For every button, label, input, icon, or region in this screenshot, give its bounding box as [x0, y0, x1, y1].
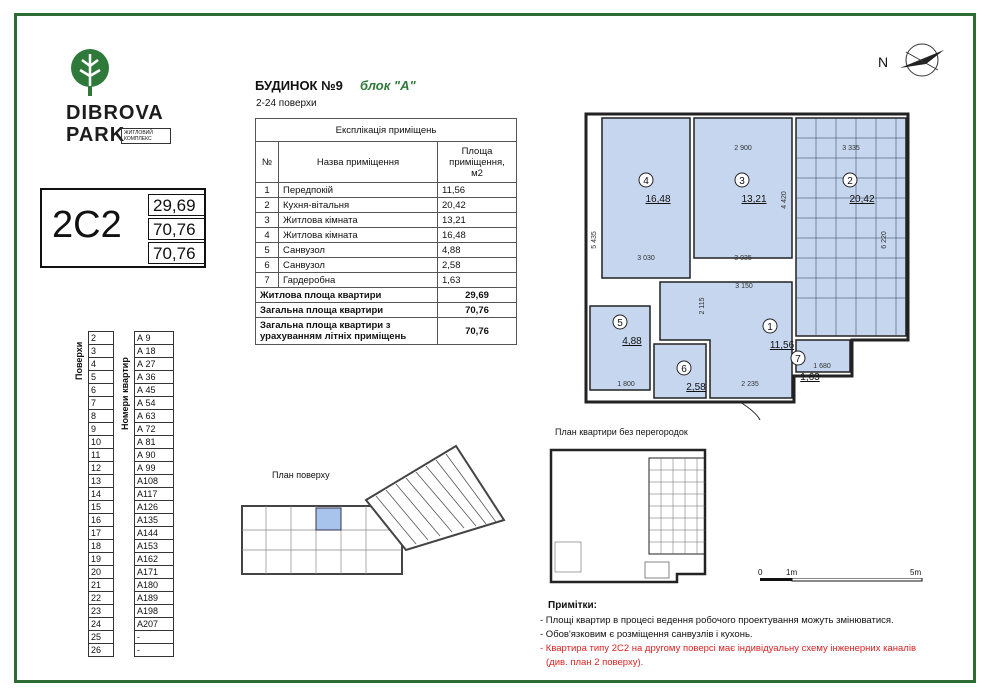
explication-cell-no: 3	[256, 213, 279, 228]
floor-number: 19	[89, 553, 114, 566]
explication-row	[256, 228, 517, 243]
open-plan-label: План квартири без перегородок	[555, 427, 688, 437]
floor-number: 18	[89, 540, 114, 553]
apartment-plan	[580, 110, 910, 420]
floor-number: 13	[89, 475, 114, 488]
explication-row	[256, 183, 517, 198]
total-label: Загальна площа квартири	[256, 303, 438, 318]
brand-name-line1: DIBROVA	[66, 102, 164, 124]
apartment-number: А171	[135, 566, 174, 579]
apartment-number: А162	[135, 553, 174, 566]
apartment-number: А 27	[135, 358, 174, 371]
note-red-line2: (див. план 2 поверху).	[546, 657, 644, 668]
col-no-header: №	[256, 142, 279, 183]
dimension-label: 3 035	[734, 255, 752, 262]
explication-row	[256, 273, 517, 288]
floor-number: 25	[89, 631, 114, 644]
room-area: 4,88	[622, 336, 642, 347]
room-area: 13,21	[741, 194, 767, 205]
total-label: Загальна площа квартири з урахуванням літніх приміщень	[256, 318, 438, 345]
floor-number: 24	[89, 618, 114, 631]
explication-row	[256, 258, 517, 273]
apartment-number: А117	[135, 488, 174, 501]
explication-cell-area: 1,63	[438, 273, 517, 288]
apartment-number: А207	[135, 618, 174, 631]
area-living: 29,69	[148, 194, 206, 216]
notes-title: Примітки:	[548, 600, 597, 611]
room-number: 3	[739, 176, 745, 187]
floor-number: 6	[89, 384, 114, 397]
dimension-label: 3 030	[637, 255, 655, 262]
floor-number: 23	[89, 605, 114, 618]
apartment-number: А 45	[135, 384, 174, 397]
floor-number: 9	[89, 423, 114, 436]
explication-cell-name: Житлова кімната	[279, 228, 438, 243]
floor-number: 20	[89, 566, 114, 579]
apartment-number: А 99	[135, 462, 174, 475]
apartment-number: А189	[135, 592, 174, 605]
explication-cell-name: Кухня-вітальня	[279, 198, 438, 213]
dimension-label: 1 680	[813, 363, 831, 370]
floors-range: 2-24 поверхи	[256, 98, 317, 109]
col-area-header: Площа приміщення, м2	[438, 142, 517, 183]
floor-number: 21	[89, 579, 114, 592]
explication-cell-name: Санвузол	[279, 243, 438, 258]
apartment-number: А 63	[135, 410, 174, 423]
floor-number: 2	[89, 332, 114, 345]
room-number: 6	[681, 364, 687, 375]
scale-zero: 0	[758, 568, 763, 577]
apartment-number: А126	[135, 501, 174, 514]
block-label: блок "А"	[360, 78, 416, 93]
floor-number: 16	[89, 514, 114, 527]
note-item: - Обов'язковим є розміщення санвузлів і кухонь.	[540, 629, 753, 640]
explication-cell-name: Санвузол	[279, 258, 438, 273]
floor-number-table	[88, 331, 114, 657]
floor-plan-thumbnail	[236, 440, 506, 580]
dimension-label: 5 435	[591, 231, 598, 249]
apartment-number: А 9	[135, 332, 174, 345]
total-value: 70,76	[438, 318, 517, 345]
explication-cell-area: 11,56	[438, 183, 517, 198]
explication-cell-name: Передпокій	[279, 183, 438, 198]
explication-row	[256, 198, 517, 213]
explication-title: Експлікація приміщень	[256, 119, 517, 142]
apartment-number: -	[135, 644, 174, 657]
floor-number: 11	[89, 449, 114, 462]
apartment-code-box	[40, 188, 206, 268]
dimension-label: 6 220	[881, 231, 888, 249]
apartment-number: А153	[135, 540, 174, 553]
room-area: 20,42	[849, 194, 875, 205]
room-area: 1,63	[800, 372, 820, 383]
floor-number: 15	[89, 501, 114, 514]
apartment-number: А108	[135, 475, 174, 488]
total-value: 29,69	[438, 288, 517, 303]
explication-cell-no: 4	[256, 228, 279, 243]
apartment-number: А180	[135, 579, 174, 592]
apartment-number: А144	[135, 527, 174, 540]
floor-number: 3	[89, 345, 114, 358]
floor-number: 5	[89, 371, 114, 384]
floor-number: 12	[89, 462, 114, 475]
apartment-number: А 54	[135, 397, 174, 410]
oak-tree-logo-icon	[64, 48, 116, 100]
room-area: 2,58	[686, 382, 706, 393]
explication-cell-area: 2,58	[438, 258, 517, 273]
floor-number: 22	[89, 592, 114, 605]
note-item: - Площі квартир в процесі ведення робочого проектування можуть змінюватися.	[540, 615, 894, 626]
apartment-number: А198	[135, 605, 174, 618]
apartment-number: -	[135, 631, 174, 644]
explication-cell-name: Гардеробна	[279, 273, 438, 288]
total-label: Житлова площа квартири	[256, 288, 438, 303]
area-total: 70,76	[148, 218, 206, 240]
floor-number: 4	[89, 358, 114, 371]
room-number: 2	[847, 176, 853, 187]
room-number: 7	[795, 354, 801, 365]
dimension-label: 3 150	[735, 283, 753, 290]
floor-number: 10	[89, 436, 114, 449]
apartment-number: А 90	[135, 449, 174, 462]
explication-row	[256, 213, 517, 228]
room-number: 4	[643, 176, 649, 187]
building-title: БУДИНОК №9	[255, 78, 343, 93]
scale-five: 5m	[910, 568, 922, 577]
dimension-label: 2 235	[741, 381, 759, 388]
explication-cell-no: 1	[256, 183, 279, 198]
dimension-label: 4 420	[781, 191, 788, 209]
room-number: 5	[617, 318, 623, 329]
floor-number: 8	[89, 410, 114, 423]
north-label: N	[878, 54, 889, 70]
apartment-number: А135	[135, 514, 174, 527]
scale-one: 1m	[786, 568, 798, 577]
room-area: 11,56	[769, 340, 795, 351]
brand-subtitle: ЖИТЛОВИЙ КОМПЛЕКС	[121, 128, 171, 144]
explication-cell-no: 2	[256, 198, 279, 213]
explication-table	[255, 118, 517, 345]
entrance-door	[740, 402, 760, 420]
floor-number: 7	[89, 397, 114, 410]
room-area: 16,48	[645, 194, 671, 205]
area-total-summer: 70,76	[148, 242, 206, 264]
room-3-shape	[694, 118, 792, 258]
explication-cell-no: 6	[256, 258, 279, 273]
explication-cell-area: 4,88	[438, 243, 517, 258]
explication-cell-area: 20,42	[438, 198, 517, 213]
floor-number: 17	[89, 527, 114, 540]
apartment-numbers-label: Номери квартир	[120, 357, 130, 430]
dimension-label: 2 115	[699, 297, 706, 315]
floor-plan-label: План поверху	[272, 470, 330, 480]
room-number: 1	[767, 322, 773, 333]
floor-number: 26	[89, 644, 114, 657]
apartment-number: А 72	[135, 423, 174, 436]
total-value: 70,76	[438, 303, 517, 318]
explication-cell-no: 5	[256, 243, 279, 258]
apartment-number: А 18	[135, 345, 174, 358]
dimension-label: 3 335	[842, 145, 860, 152]
note-red-line1: - Квартира типу 2С2 на другому поверсі має індивідуальну схему інженерних каналів	[540, 643, 916, 654]
explication-cell-no: 7	[256, 273, 279, 288]
brand-name-line2: PARK	[66, 124, 126, 146]
apartment-number: А 81	[135, 436, 174, 449]
apartment-code: 2С2	[52, 204, 122, 246]
floors-label: Поверхи	[74, 341, 84, 380]
explication-row	[256, 243, 517, 258]
explication-cell-name: Житлова кімната	[279, 213, 438, 228]
apartment-number: А 36	[135, 371, 174, 384]
explication-cell-area: 13,21	[438, 213, 517, 228]
explication-cell-area: 16,48	[438, 228, 517, 243]
dimension-label: 1 800	[617, 381, 635, 388]
floor-number: 14	[89, 488, 114, 501]
compass-icon	[896, 36, 952, 84]
col-name-header: Назва приміщення	[279, 142, 438, 183]
scale-bar	[760, 578, 928, 584]
open-plan-thumbnail	[545, 446, 713, 584]
apartment-number-table	[134, 331, 174, 657]
dimension-label: 2 900	[734, 145, 752, 152]
